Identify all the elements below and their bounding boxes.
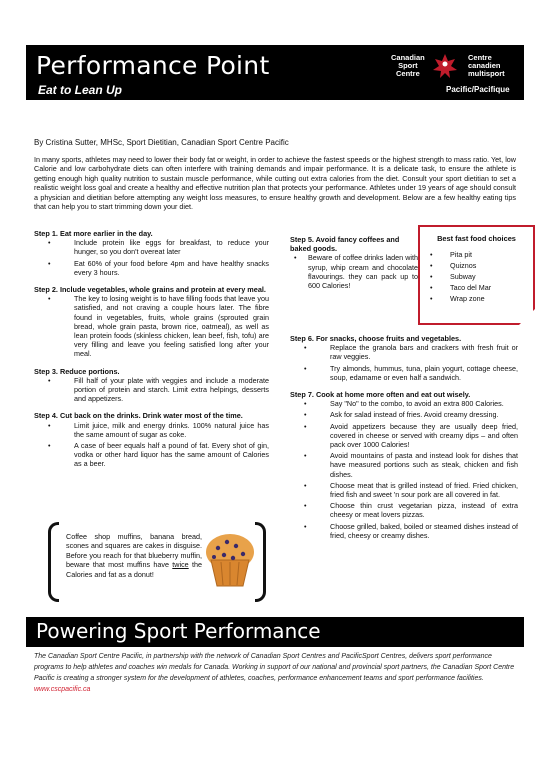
left-bracket xyxy=(48,522,59,602)
list-item: • Fill half of your plate with veggies and include a moderate portion of protein and starch. Limit extra helpings, desserts and appetizers. xyxy=(34,376,269,404)
org-name-fr: Centre canadien multisport xyxy=(468,53,505,78)
left-column xyxy=(34,229,269,477)
list-item: • Beware of coffee drinks laden with syrup, whip cream and chocolate flavourings. they can pack up to 600 Calories! xyxy=(290,253,418,290)
fast-food-heading: Best fast food choices xyxy=(437,234,516,243)
list-item: • Say "No" to the combo, to avoid an extra 800 Calories. xyxy=(290,399,518,408)
list-item: • Replace the granola bars and crackers with fresh fruit or raw veggies. xyxy=(290,343,518,361)
header-banner xyxy=(26,45,524,100)
list-item: • Include protein like eggs for breakfast, to reduce your hunger, so you don't overeat later xyxy=(34,238,269,256)
list-item: • Taco del Mar xyxy=(420,282,533,293)
step5-section xyxy=(290,235,418,298)
list-item: • The key to losing weight is to have filling foods that leave you satisfied, and not craving a couple hours later. The fibre found in vegetables, fruits, whole grains (sprouted grain bread, whole grain pasta, brown rice, oatmeal), as well as lean protein foods (skinless chicken, lean beef, fish, tofu) are very filling and leave you feeling satisfied long after your meal. xyxy=(34,294,269,358)
step-list xyxy=(290,399,518,540)
list-item: • Choose thin crust vegetarian pizza, instead of extra cheesy or meat lovers pizzas. xyxy=(290,501,518,519)
list-item: • Avoid appetizers because they are usually deep fried, covered in cheese or served with creamy dips – and often pack over 1000 Calories! xyxy=(290,422,518,450)
step-list xyxy=(34,238,269,277)
list-item: • Ask for salad instead of fries. Avoid creamy dressing. xyxy=(290,410,518,419)
list-item: • Wrap zone xyxy=(420,293,533,304)
website-link[interactable]: www.cscpacific.ca xyxy=(34,686,91,693)
page-curl xyxy=(519,309,535,325)
page-subtitle: Eat to Lean Up xyxy=(38,83,123,97)
step-heading: Step 7. Cook at home more often and eat out wisely. xyxy=(290,390,471,400)
step-heading: Step 4. Cut back on the drinks. Drink water most of the time. xyxy=(34,411,243,421)
footer-banner xyxy=(26,617,524,647)
footer-paragraph: The Canadian Sport Centre Pacific, in partnership with the network of Canadian Sport Centres and PacificSport Centres, delivers sport performance programs to help athletes and coaches win medals for Canada. Working in support of our national and provincial sport partners, the Canadian Sport Centre Pacific is creating a stronger system for the development of athletes, coaches, performance enhancement teams and sport performance facilities. www.cscpacific.ca xyxy=(34,653,515,693)
muffin-icon xyxy=(203,530,258,588)
muffin-callout xyxy=(48,522,266,596)
page-title: Performance Point xyxy=(36,51,270,80)
region-label: Pacific/Pacifique xyxy=(446,85,510,94)
footer-title: Powering Sport Performance xyxy=(36,619,321,643)
org-name-en: Canadian Sport Centre xyxy=(391,53,425,78)
step-heading: Step 6. For snacks, choose fruits and vegetables. xyxy=(290,334,462,343)
step-list xyxy=(34,294,269,358)
fast-food-box xyxy=(418,225,535,325)
maple-leaf-figure-icon xyxy=(431,52,459,80)
list-item: • A case of beer equals half a pound of fat. Every shot of gin, vodka or other hard liquor has the same amount of Calories as a beer. xyxy=(34,441,269,469)
right-column xyxy=(290,334,518,548)
step-list xyxy=(34,421,269,469)
step-heading: Step 2. Include vegetables, whole grains and protein at every meal. xyxy=(34,285,266,295)
step-list xyxy=(290,253,418,290)
list-item: • Limit juice, milk and energy drinks. 100% natural juice has the same amount of sugar as coke. xyxy=(34,421,269,439)
intro-paragraph: In many sports, athletes may need to lower their body fat or weight, in order to achieve the fastest speeds or the highest strength to mass ratio. Yet, low Calorie and low carbohydrate diets can often interfere with training demands and impair performance. It is a delicate task, to ensure the athlete is getting enough high quality nutrition to sustain muscle performance, while cutting out extra calories from the diet. Consult your sport dietitian to set a realistic weight loss goal and create a healthy and effective nutrition plan that protects your performance. Athletes under 19 years of age should consult a physician and dietitian before attempting any weight loss measures, to ensure healthy growth and development. Below are a few healthy eating tips that can help you to start trimming down your diet. xyxy=(34,155,516,212)
list-item: • Eat 60% of your food before 4pm and have healthy snacks every 3 hours. xyxy=(34,259,269,277)
list-item: • Subway xyxy=(420,271,533,282)
list-item: • Choose meat that is grilled instead of fried. Fried chicken, fried fish and sweet 'n sour pork are all covered in fat. xyxy=(290,481,518,499)
step-list xyxy=(290,343,518,382)
step-list xyxy=(34,376,269,404)
step-heading: Step 3. Reduce portions. xyxy=(34,366,120,376)
right-bracket xyxy=(255,522,266,602)
list-item: • Pita pit xyxy=(420,249,533,260)
muffin-note-text: Coffee shop muffins, banana bread, scones and squares are cakes in disguise. Before you reach for that blueberry muffin, beware that most muffins have twice the Calories and fat as a donut! xyxy=(66,532,202,579)
step-heading: Step 5. Avoid fancy coffees and baked goods. xyxy=(290,235,400,254)
list-item: • Quiznos xyxy=(420,260,533,271)
list-item: • Choose grilled, baked, boiled or steamed dishes instead of fried, cheesy or creamy dishes. xyxy=(290,522,518,540)
list-item: • Try almonds, hummus, tuna, plain yogurt, cottage cheese, soup, edamame or even half a sandwich. xyxy=(290,364,518,382)
byline: By Cristina Sutter, MHSc, Sport Dietitian, Canadian Sport Centre Pacific xyxy=(34,138,289,147)
fast-food-list xyxy=(420,249,533,304)
step-heading: Step 1. Eat more earlier in the day. xyxy=(34,229,153,238)
list-item: • Avoid mountains of pasta and instead look for dishes that have measured portions such as steak, chicken and fish dishes. xyxy=(290,451,518,479)
